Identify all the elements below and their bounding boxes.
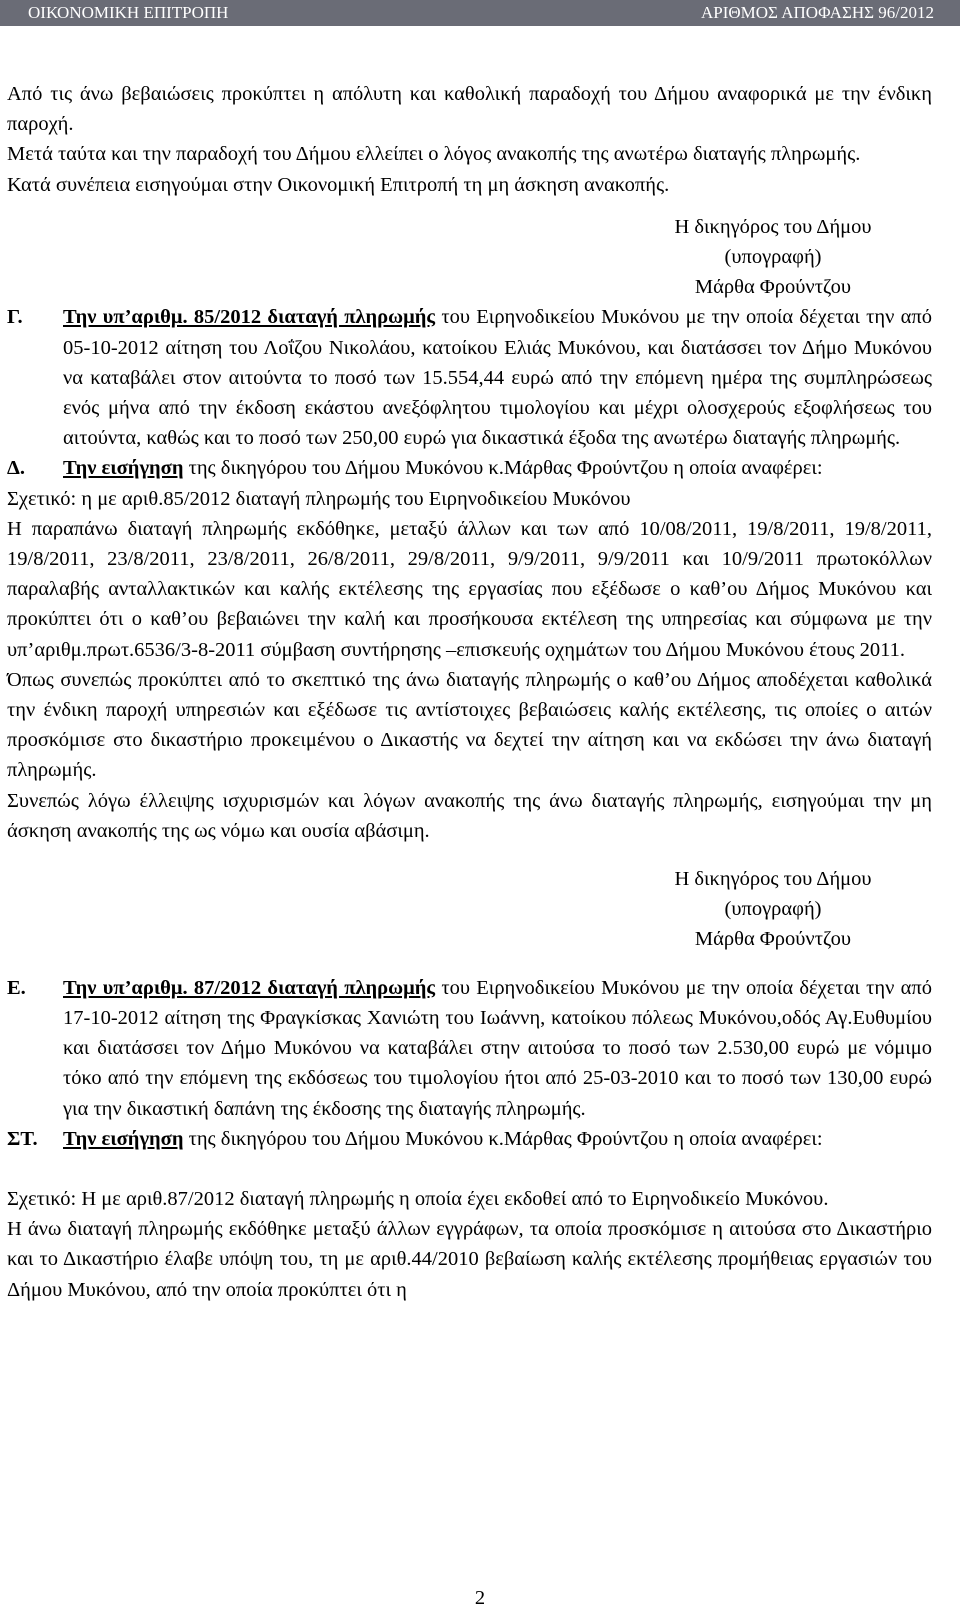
paragraph-admission: Από τις άνω βεβαιώσεις προκύπτει η απόλυτη και καθολική παραδοχή του Δήμου αναφορικά με την ένδικη παροχή. — [7, 83, 932, 136]
header-decision-number: ΑΡΙΘΜΟΣ ΑΠΟΦΑΣΗΣ 96/2012 — [700, 3, 934, 22]
document-body — [7, 79, 932, 1305]
item-st-text: της δικηγόρου του Δήμου Μυκόνου κ.Μάρθας Φρούντζου η οποία αναφέρει: — [183, 1127, 823, 1150]
item-g — [7, 302, 932, 453]
signature-name: Μάρθα Φρούντζου — [694, 276, 852, 299]
item-g-lead: Την υπ’αριθμ. 85/2012 διαταγή πληρωμής — [63, 306, 436, 329]
item-d-mark: Δ. — [7, 457, 25, 480]
signature-role: Η δικηγόρος του Δήμου — [674, 868, 872, 891]
paragraph-issued-documents: Η άνω διαταγή πληρωμής εκδόθηκε μεταξύ άλλων εγγράφων, τα οποία προσκόμισε η αιτούσα στο Δικαστήριο και το Δικαστήριο έλαβε υπόψη του, τη με αριθ.44/2010 βεβαίωση καλής εκτέλεσης προμήθειας εργασιών του Δήμου Μυκόνου, από την οποία προκύπτει ότι η — [7, 1218, 932, 1301]
item-st — [7, 1124, 932, 1154]
paragraph-recommendation: Κατά συνέπεια εισηγούμαι στην Οικονομική Επιτροπή τη μη άσκηση ανακοπής. — [7, 173, 670, 196]
page-number: 2 — [474, 1587, 486, 1609]
item-g-mark: Γ. — [7, 306, 23, 329]
signature-block — [7, 864, 932, 955]
item-st-lead: Την εισήγηση — [63, 1127, 184, 1150]
item-st-mark: ΣΤ. — [7, 1127, 38, 1150]
item-d-text: της δικηγόρου του Δήμου Μυκόνου κ.Μάρθας Φρούντζου η οποία αναφέρει: — [183, 457, 823, 480]
paragraph-conclusion: Συνεπώς λόγω έλλειψης ισχυρισμών και λόγων ανακοπής της άνω διαταγής πληρωμής, εισηγούμαι την μη άσκηση ανακοπής της ως νόμω και ουσία αβάσιμη. — [7, 789, 932, 842]
paragraph-acceptance: Όπως συνεπώς προκύπτει από το σκεπτικό της άνω διαταγής πληρωμής ο καθ’ου Δήμος αποδέχεται καθολικά την ένδικη παροχή υπηρεσιών και εξέδωσε τις αντίστοιχες βεβαιώσεις καλής εκτέλεσης, τις οποίες ο αιτών προσκόμισε στο δικαστήριο προκειμένου ο Δικαστής να δεχτεί την αίτηση και να εκδώσει την άνω διαταγή πληρωμής. — [7, 668, 932, 782]
paragraph-no-reason: Μετά ταύτα και την παραδοχή του Δήμου ελλείπει ο λόγος ανακοπής της ανωτέρω διαταγής πληρωμής. — [7, 143, 861, 166]
item-e-text: του Ειρηνοδικείου Μυκόνου με την οποία δέχεται την από 17-10-2012 αίτηση της Φραγκίσκας Χανιώτη του Ιωάννη, κατοίκου πόλεως Μυκόνου,οδός Αγ.Ευθυμίου και διατάσσει τον Δήμο Μυκόνου να καταβάλει στην αιτούσα το ποσό των 2.530,00 ευρώ με νόμιμο τόκο από την επόμενη της εκδόσεως του τιμολογίου ήτοι από 25-03-2010 και το ποσό των 130,00 ευρώ για την δικαστική δαπάνη της έκδοσης της διαταγής πληρωμής. — [63, 976, 932, 1120]
item-e-mark: Ε. — [7, 976, 26, 999]
item-e — [7, 973, 932, 1124]
item-e-lead: Την υπ’αριθμ. 87/2012 διαταγή πληρωμής — [63, 976, 436, 999]
item-d-lead: Την εισήγηση — [63, 457, 184, 480]
paragraph-reference-87: Σχετικό: Η με αριθ.87/2012 διαταγή πληρωμής η οποία έχει εκδοθεί από το Ειρηνοδικείο Μυκόνου. — [7, 1187, 829, 1210]
signature-role: Η δικηγόρος του Δήμου — [674, 215, 872, 238]
item-d — [7, 453, 932, 483]
header-committee: ΟΙΚΟΝΟΜΙΚΗ ΕΠΙΤΡΟΠΗ — [28, 3, 229, 22]
signature-block — [7, 212, 932, 303]
item-g-text: του Ειρηνοδικείου Μυκόνου με την οποία δέχεται την από 05-10-2012 αίτηση του Λοΐζου Νικολάου, κατοίκου Ελιάς Μυκόνου, και διατάσσει τον Δήμο Μυκόνου να καταβάλει στον αιτούντα το ποσό των 15.554,44 ευρώ από την επόμενη ημέρα της συμπληρώσεως ενός μήνα από την έκδοση εκάστου ανεξόφλητου τιμολογίου και μέχρι ολοσχερούς εξοφλήσεως του αιτούντα, καθώς και το ποσό των 250,00 ευρώ για δικαστικά έξοδα της ανωτέρω διαταγής πληρωμής. — [63, 306, 932, 450]
document-header — [0, 0, 960, 26]
signature-mark: (υπογραφή) — [724, 246, 822, 269]
signature-mark: (υπογραφή) — [724, 898, 822, 921]
paragraph-reference-85: Σχετικό: η με αριθ.85/2012 διαταγή πληρωμής του Ειρηνοδικείου Μυκόνου — [7, 487, 631, 510]
paragraph-issued-dates: Η παραπάνω διαταγή πληρωμής εκδόθηκε, μεταξύ άλλων και των από 10/08/2011, 19/8/2011, 19/8/2011, 19/8/2011, 23/8/2011, 23/8/2011, 26/8/2011, 29/8/2011, 9/9/2011, 9/9/2011 και 10/9/2011 πρωτοκόλλων παραλαβής ανταλλακτικών και καλής εκτέλεσης της εργασίας που εξέδωσε ο καθ’ου Δήμος Μυκόνου και προκύπτει ότι ο καθ’ου βεβαιώνει την καλή και προσήκουσα εκτέλεση της υπηρεσίας και σύμφωνα με την υπ’αριθμ.πρωτ.6536/3-8-2011 σύμβαση συντήρησης –επισκευής οχημάτων του Δήμου Μυκόνου έτους 2011. — [7, 517, 932, 661]
signature-name: Μάρθα Φρούντζου — [694, 928, 852, 951]
